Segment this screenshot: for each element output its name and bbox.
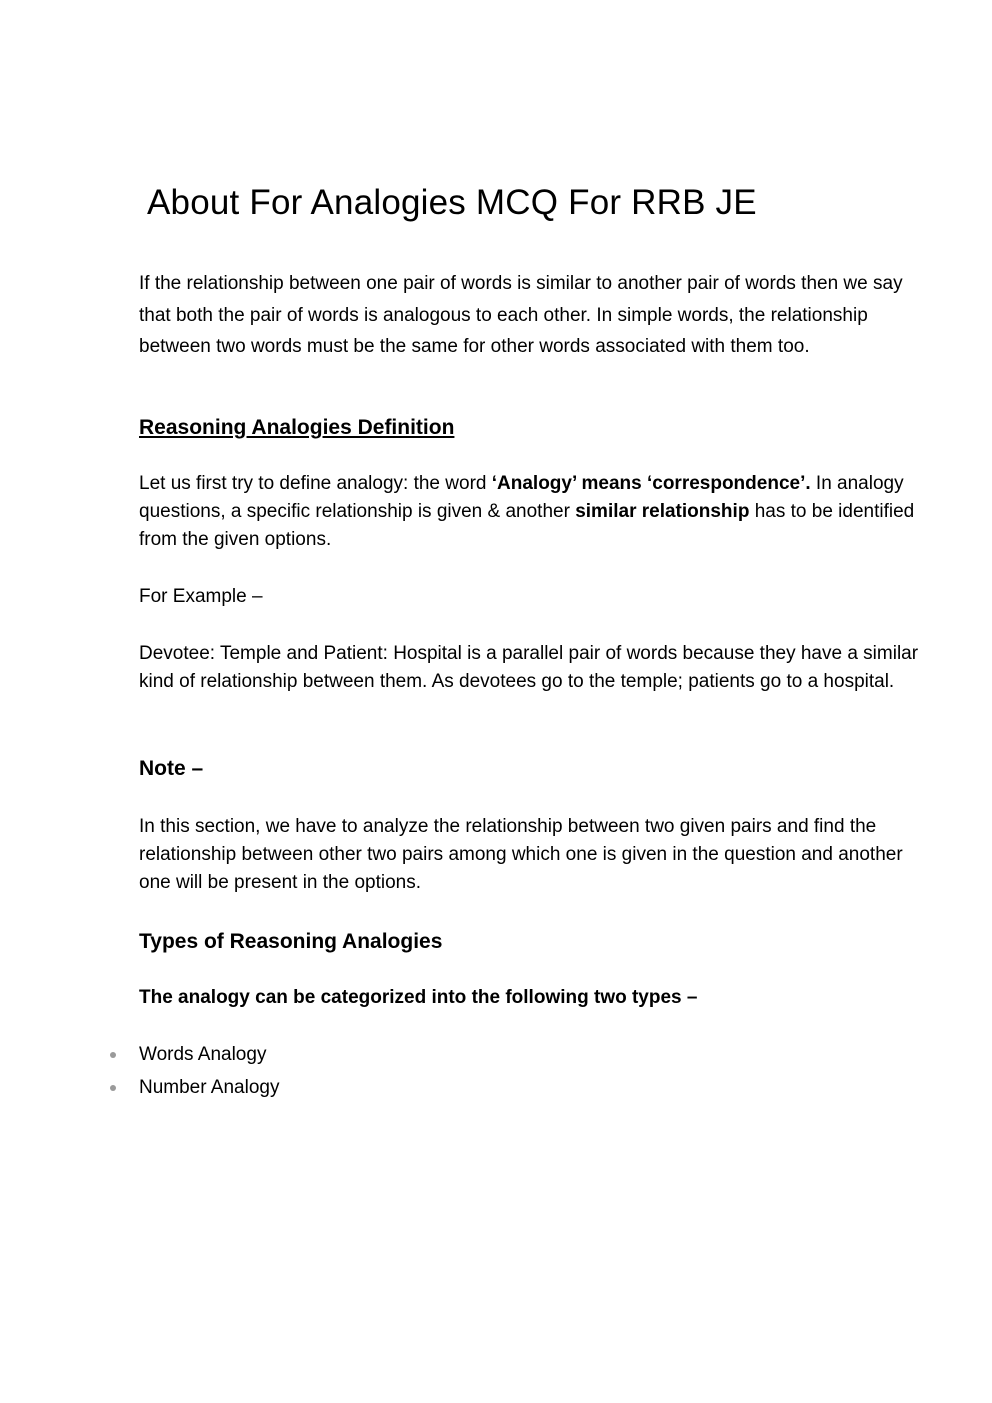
- types-intro: The analogy can be categorized into the following two types –: [139, 987, 698, 1008]
- definition-bold-1: ‘Analogy’ means ‘correspondence’.: [491, 473, 811, 494]
- types-heading: Types of Reasoning Analogies: [139, 930, 443, 953]
- note-paragraph: In this section, we have to analyze the relationship between two given pairs and find the relationship between other two pairs among which one is given in the question and another one will be present in the options.: [139, 816, 903, 893]
- note-heading: Note –: [139, 757, 204, 780]
- bullet-icon: [110, 1085, 116, 1091]
- definition-paragraph: [139, 470, 929, 554]
- intro-paragraph: If the relationship between one pair of words is similar to another pair of words then we say that both the pair of words is analogous to each other. In simple words, the relationship between two words must be the same for other words associated with them too.: [139, 273, 903, 357]
- bullet-icon: [110, 1052, 116, 1058]
- example-label: For Example –: [139, 586, 263, 607]
- example-paragraph: Devotee: Temple and Patient: Hospital is a parallel pair of words because they have a similar kind of relationship between them. As devotees go to the temple; patients go to a hospital.: [139, 643, 919, 692]
- list-item-label: Words Analogy: [139, 1044, 267, 1065]
- page-title: About For Analogies MCQ For RRB JE: [147, 183, 757, 222]
- list-item-label: Number Analogy: [139, 1077, 280, 1098]
- definition-bold-2: similar relationship: [575, 501, 750, 522]
- definition-heading: Reasoning Analogies Definition: [139, 416, 455, 439]
- definition-text-3: has to be identified from the given options.: [139, 501, 915, 550]
- definition-text-2: In analogy questions, a specific relationship is given & another: [139, 473, 904, 522]
- definition-text-1: Let us first try to define analogy: the word: [139, 473, 492, 494]
